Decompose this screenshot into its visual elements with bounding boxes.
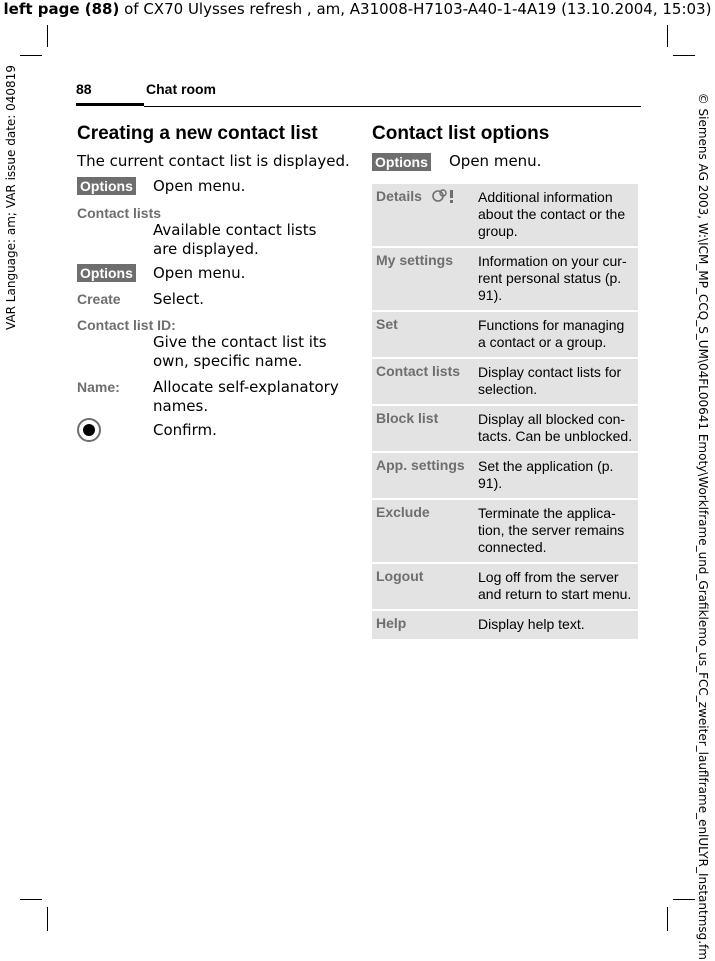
- option-desc: Log off from the server and return to start menu.: [474, 564, 638, 609]
- left-intro: The current contact list is displayed.: [77, 152, 350, 170]
- option-label: Contact lists: [372, 359, 474, 404]
- table-row: [372, 453, 638, 498]
- crop-mark: [47, 25, 48, 47]
- step-row: [77, 264, 347, 284]
- table-row: [372, 406, 638, 451]
- option-label: Details: [376, 188, 422, 204]
- side-label-left: [1, 30, 21, 330]
- option-label: My settings: [372, 248, 474, 310]
- right-intro-text: Open menu.: [449, 152, 542, 170]
- print-header-rest: of CX70 Ulysses refresh , am, A31008-H7103-A40-1-4A19 (13.10.2004, 15:03): [119, 0, 712, 18]
- side-label-right-text: © Siemens AG 2003, W:\ICM_MP_CCQ_S_UM\04FL00641 Emoty\Worklframe_und_Grafiklemo_us_FCC_zweiter_lauflframe_enlULYR_Instantmsg.fm: [696, 92, 710, 960]
- crop-mark: [47, 907, 48, 931]
- options-table: [372, 182, 638, 641]
- print-header: [0, 0, 715, 18]
- step-label: Contact lists: [77, 205, 162, 221]
- navigation-key-icon: [77, 418, 101, 442]
- step-label: Contact list ID:: [77, 317, 176, 333]
- option-label-cell: [372, 184, 474, 246]
- option-desc: Set the application (p. 91).: [474, 453, 638, 498]
- crop-mark: [20, 899, 42, 900]
- step-row: [77, 177, 347, 197]
- step-row: [77, 204, 347, 260]
- option-desc: Additional information about the contact or the group.: [474, 184, 638, 246]
- step-row: [77, 378, 347, 418]
- table-row: [372, 611, 638, 639]
- step-row: [77, 290, 347, 310]
- step-text: Available contact lists are displayed.: [153, 221, 317, 258]
- option-desc: Functions for managing a contact or a group.: [474, 312, 638, 357]
- crop-mark: [667, 25, 668, 47]
- step-label: Create: [77, 291, 121, 307]
- options-softkey: Options: [77, 177, 136, 195]
- step-text: Confirm.: [153, 421, 217, 439]
- options-softkey: Options: [77, 264, 136, 282]
- print-header-bold: left page (88): [3, 0, 120, 18]
- option-desc: Terminate the applica-tion, the server remains connected.: [474, 500, 638, 562]
- option-label: Set: [372, 312, 474, 357]
- option-label: Block list: [372, 406, 474, 451]
- side-label-right: [692, 30, 714, 960]
- table-row: [372, 312, 638, 357]
- contact-status-icon: [430, 189, 456, 203]
- option-label: Exclude: [372, 500, 474, 562]
- page-number: 88: [76, 81, 92, 97]
- crop-mark: [667, 907, 668, 931]
- header-rule-thin: [144, 106, 641, 107]
- right-heading: Contact list options: [372, 123, 550, 144]
- step-text: Give the contact list its own, specific name.: [153, 333, 327, 370]
- table-row: [372, 359, 638, 404]
- option-label: Help: [372, 611, 474, 639]
- table-row: [372, 184, 638, 246]
- crop-mark: [20, 55, 42, 56]
- table-row: [372, 248, 638, 310]
- step-row: [77, 316, 347, 372]
- step-text: Allocate self-explanatory names.: [153, 378, 339, 415]
- option-desc: Display all blocked con-tacts. Can be unblocked.: [474, 406, 638, 451]
- option-label: Logout: [372, 564, 474, 609]
- step-text: Open menu.: [153, 264, 246, 282]
- option-desc: Information on your cur-rent personal status (p. 91).: [474, 248, 638, 310]
- step-label: Name:: [77, 379, 120, 395]
- step-text: Select.: [153, 290, 205, 308]
- option-label: App. settings: [372, 453, 474, 498]
- header-rule-thick: [76, 103, 144, 106]
- table-row: [372, 564, 638, 609]
- side-label-left-text: VAR Language: am; VAR issue date: 040819: [4, 65, 18, 330]
- option-desc: Display contact lists for selection.: [474, 359, 638, 404]
- chapter-title: Chat room: [146, 81, 216, 97]
- left-heading: Creating a new contact list: [77, 123, 318, 144]
- options-softkey: Options: [372, 153, 431, 171]
- option-desc: Display help text.: [474, 611, 638, 639]
- step-text: Open menu.: [153, 177, 246, 195]
- table-row: [372, 500, 638, 562]
